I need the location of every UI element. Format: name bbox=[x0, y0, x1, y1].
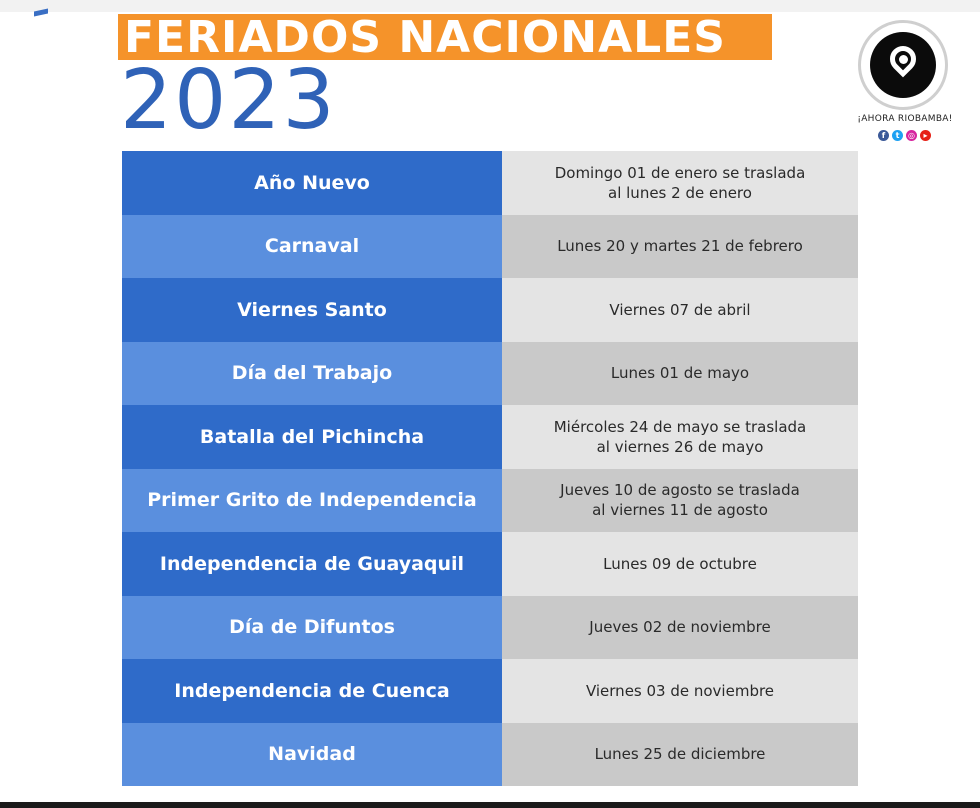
holiday-name: Día de Difuntos bbox=[122, 596, 502, 660]
holiday-name: Navidad bbox=[122, 723, 502, 787]
holiday-date: Jueves 02 de noviembre bbox=[502, 596, 858, 660]
pin-dot bbox=[899, 55, 908, 64]
holiday-name: Independencia de Guayaquil bbox=[122, 532, 502, 596]
holiday-date: Viernes 07 de abril bbox=[502, 278, 858, 342]
table-row bbox=[122, 151, 858, 215]
bottom-strip bbox=[0, 802, 980, 808]
top-strip bbox=[0, 0, 980, 12]
holiday-date: Lunes 09 de octubre bbox=[502, 532, 858, 596]
facebook-icon[interactable]: f bbox=[878, 130, 889, 141]
holiday-name: Viernes Santo bbox=[122, 278, 502, 342]
table-row bbox=[122, 278, 858, 342]
holiday-date: Viernes 03 de noviembre bbox=[502, 659, 858, 723]
table-row bbox=[122, 532, 858, 596]
twitter-icon[interactable]: t bbox=[892, 130, 903, 141]
table-row bbox=[122, 405, 858, 469]
holiday-date: Miércoles 24 de mayo se traslada al viernes 26 de mayo bbox=[502, 405, 858, 469]
logo-caption: ¡AHORA RIOBAMBA! bbox=[857, 114, 953, 124]
table-row bbox=[122, 215, 858, 279]
year-heading: 2023 bbox=[120, 53, 337, 148]
table-row bbox=[122, 469, 858, 533]
logo bbox=[858, 20, 948, 110]
holiday-date: Jueves 10 de agosto se traslada al viernes 11 de agosto bbox=[502, 469, 858, 533]
holiday-name: Primer Grito de Independencia bbox=[122, 469, 502, 533]
instagram-icon[interactable]: ◎ bbox=[906, 130, 917, 141]
holiday-date: Lunes 20 y martes 21 de febrero bbox=[502, 215, 858, 279]
holiday-date: Domingo 01 de enero se traslada al lunes 2 de enero bbox=[502, 151, 858, 215]
holiday-name: Día del Trabajo bbox=[122, 342, 502, 406]
holidays-table bbox=[122, 151, 858, 786]
holiday-date: Lunes 25 de diciembre bbox=[502, 723, 858, 787]
logo-inner bbox=[870, 32, 936, 98]
holiday-name: Batalla del Pichincha bbox=[122, 405, 502, 469]
holiday-name: Año Nuevo bbox=[122, 151, 502, 215]
holiday-name: Carnaval bbox=[122, 215, 502, 279]
table-row bbox=[122, 723, 858, 787]
table-row bbox=[122, 596, 858, 660]
youtube-icon[interactable]: ▸ bbox=[920, 130, 931, 141]
page-title: FERIADOS NACIONALES bbox=[124, 12, 726, 63]
holiday-date: Lunes 01 de mayo bbox=[502, 342, 858, 406]
table-row bbox=[122, 659, 858, 723]
holiday-name: Independencia de Cuenca bbox=[122, 659, 502, 723]
table-row bbox=[122, 342, 858, 406]
